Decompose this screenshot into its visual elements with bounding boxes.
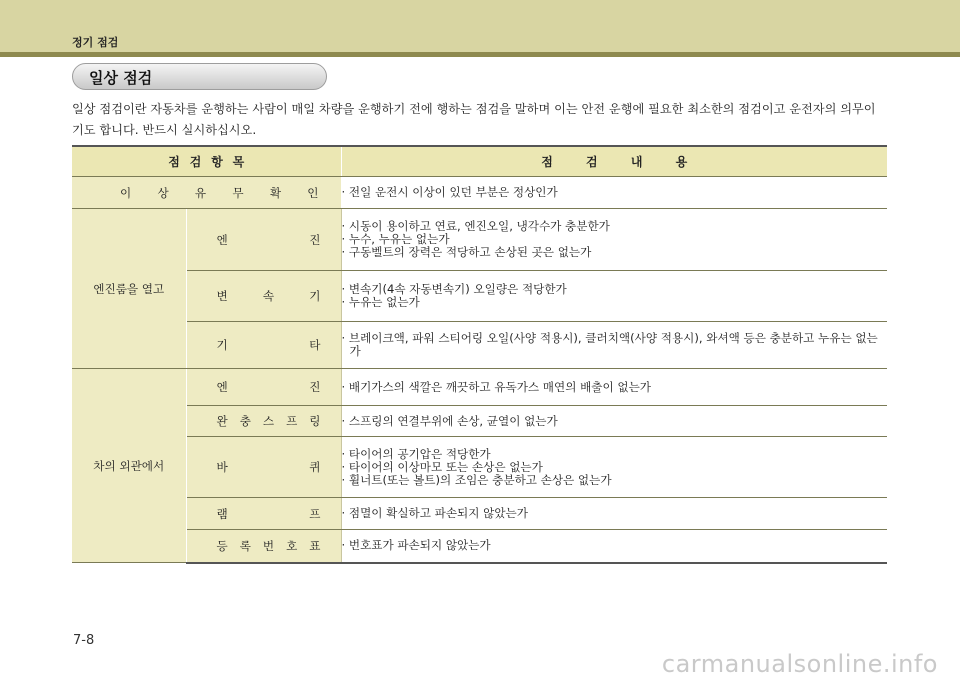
- label-char: 타: [309, 338, 321, 352]
- content-line: · 전일 운전시 이상이 있던 부분은 정상인가: [341, 185, 558, 199]
- content-line: · 스프링의 연결부위에 손상, 균열이 없는가: [341, 413, 558, 428]
- label-char: 램: [216, 506, 228, 521]
- table-row: [72, 322, 887, 369]
- group-label-exterior: 차의 외관에서: [72, 369, 186, 563]
- table-header-row: [72, 146, 887, 177]
- intro-paragraph: [72, 99, 892, 141]
- content-line: · 브레이크액, 파워 스티어링 오일(사양 적용시), 클러치액(사양 적용시), 와셔액 등은 충분하고 누유는 없는가: [341, 331, 878, 358]
- header-char: 용: [675, 155, 688, 169]
- content-line: · 점멸이 확실하고 파손되지 않았는가: [341, 506, 528, 520]
- table-row: [72, 530, 887, 563]
- label-char: 진: [309, 232, 321, 247]
- label-char: 무: [232, 185, 244, 200]
- label-char: 속: [262, 289, 275, 303]
- table-row: [72, 498, 887, 530]
- label-char: 바: [216, 460, 228, 474]
- item-label-cell: [186, 369, 341, 406]
- page-number: 7-8: [73, 633, 95, 648]
- content-line: · 구동벨트의 장력은 적당하고 손상된 곳은 없는가: [341, 245, 592, 259]
- watermark: carmanualsonline.info: [661, 650, 938, 678]
- item-content-cell: [341, 530, 887, 563]
- content-line: · 변속기(4속 자동변속기) 오일량은 적당한가: [341, 282, 567, 296]
- label-char: 확: [269, 185, 282, 200]
- label-char: 프: [286, 414, 298, 428]
- item-content-cell: [341, 271, 887, 322]
- label-char: 유: [194, 185, 207, 200]
- item-content-cell: [341, 369, 887, 406]
- label-char: 호: [286, 538, 298, 553]
- header-char: 검: [189, 155, 202, 169]
- label-char: 록: [239, 538, 251, 553]
- label-char: 등: [216, 538, 228, 553]
- section-title-pill: [72, 63, 327, 90]
- content-line: · 누수, 누유는 없는가: [341, 232, 450, 246]
- item-label-cell: [186, 271, 341, 322]
- section-title: 일상 점검: [89, 69, 153, 87]
- header-band: [0, 0, 960, 52]
- header-char: 항: [211, 155, 223, 169]
- item-content-cell: [341, 406, 887, 437]
- header-inspection-content: [341, 146, 887, 177]
- intro-line-2: 기도 합니다. 반드시 실시하십시오.: [72, 123, 257, 137]
- label-char: 번: [262, 538, 275, 553]
- label-char: 기: [309, 289, 321, 303]
- item-content-cell: [341, 209, 887, 271]
- item-content-cell: [341, 498, 887, 530]
- header-char: 점: [168, 155, 180, 169]
- label-char: 완: [216, 414, 228, 428]
- label-char: 표: [309, 538, 321, 553]
- content-line: · 휠너트(또는 볼트)의 조임은 충분하고 손상은 없는가: [341, 472, 612, 487]
- row-label-cell: [72, 177, 341, 209]
- header-inspection-items: [72, 146, 341, 177]
- label-char: 링: [309, 414, 321, 428]
- content-line: · 타이어의 이상마모 또는 손상은 없는가: [341, 459, 543, 474]
- content-line: · 누유는 없는가: [341, 295, 420, 309]
- label-char: 이: [120, 185, 132, 200]
- table-row: [72, 271, 887, 322]
- item-label-cell: [186, 437, 341, 498]
- header-char: 점: [541, 155, 553, 169]
- item-label-cell: [186, 498, 341, 530]
- label-char: 스: [262, 414, 275, 428]
- item-content-cell: [341, 322, 887, 369]
- row-content-cell: [341, 177, 887, 209]
- label-char: 프: [309, 506, 321, 521]
- item-label-cell: [186, 530, 341, 563]
- table-row: [72, 406, 887, 437]
- item-label-cell: [186, 209, 341, 271]
- content-line: · 배기가스의 색깔은 깨끗하고 유독가스 매연의 배출이 없는가: [341, 379, 651, 394]
- label-char: 상: [157, 185, 169, 200]
- item-content-cell: [341, 437, 887, 498]
- label-char: 진: [309, 380, 321, 394]
- header-char: 목: [232, 155, 245, 169]
- label-char: 충: [239, 414, 251, 428]
- item-label-cell: [186, 406, 341, 437]
- content-line: · 시동이 용이하고 연료, 엔진오일, 냉각수가 충분한가: [341, 219, 610, 233]
- content-line: · 타이어의 공기압은 적당한가: [341, 446, 491, 461]
- label-char: 변: [216, 289, 228, 303]
- label-char: 엔: [216, 380, 228, 394]
- chapter-title: 정기 점검: [72, 36, 119, 49]
- header-divider: [0, 52, 960, 57]
- table-row: [72, 437, 887, 498]
- table-row: [72, 177, 887, 209]
- group-label-engine-room: 엔진룸을 열고: [72, 209, 186, 369]
- content-line: · 번호표가 파손되지 않았는가: [341, 538, 491, 553]
- intro-line-1: 일상 점검이란 자동차를 운행하는 사람이 매일 차량을 운행하기 전에 행하는 점검을 말하며 이는 안전 운행에 필요한 최소한의 점검이고 운전자의 의무이: [72, 102, 876, 116]
- header-char: 검: [586, 155, 598, 169]
- label-char: 엔: [216, 232, 228, 247]
- label-char: 인: [307, 185, 319, 200]
- daily-inspection-table: [72, 145, 887, 564]
- header-char: 내: [630, 155, 643, 169]
- label-char: 기: [216, 338, 228, 352]
- table-row: [72, 209, 887, 271]
- item-label-cell: [186, 322, 341, 369]
- label-char: 퀴: [309, 460, 321, 474]
- table-row: [72, 369, 887, 406]
